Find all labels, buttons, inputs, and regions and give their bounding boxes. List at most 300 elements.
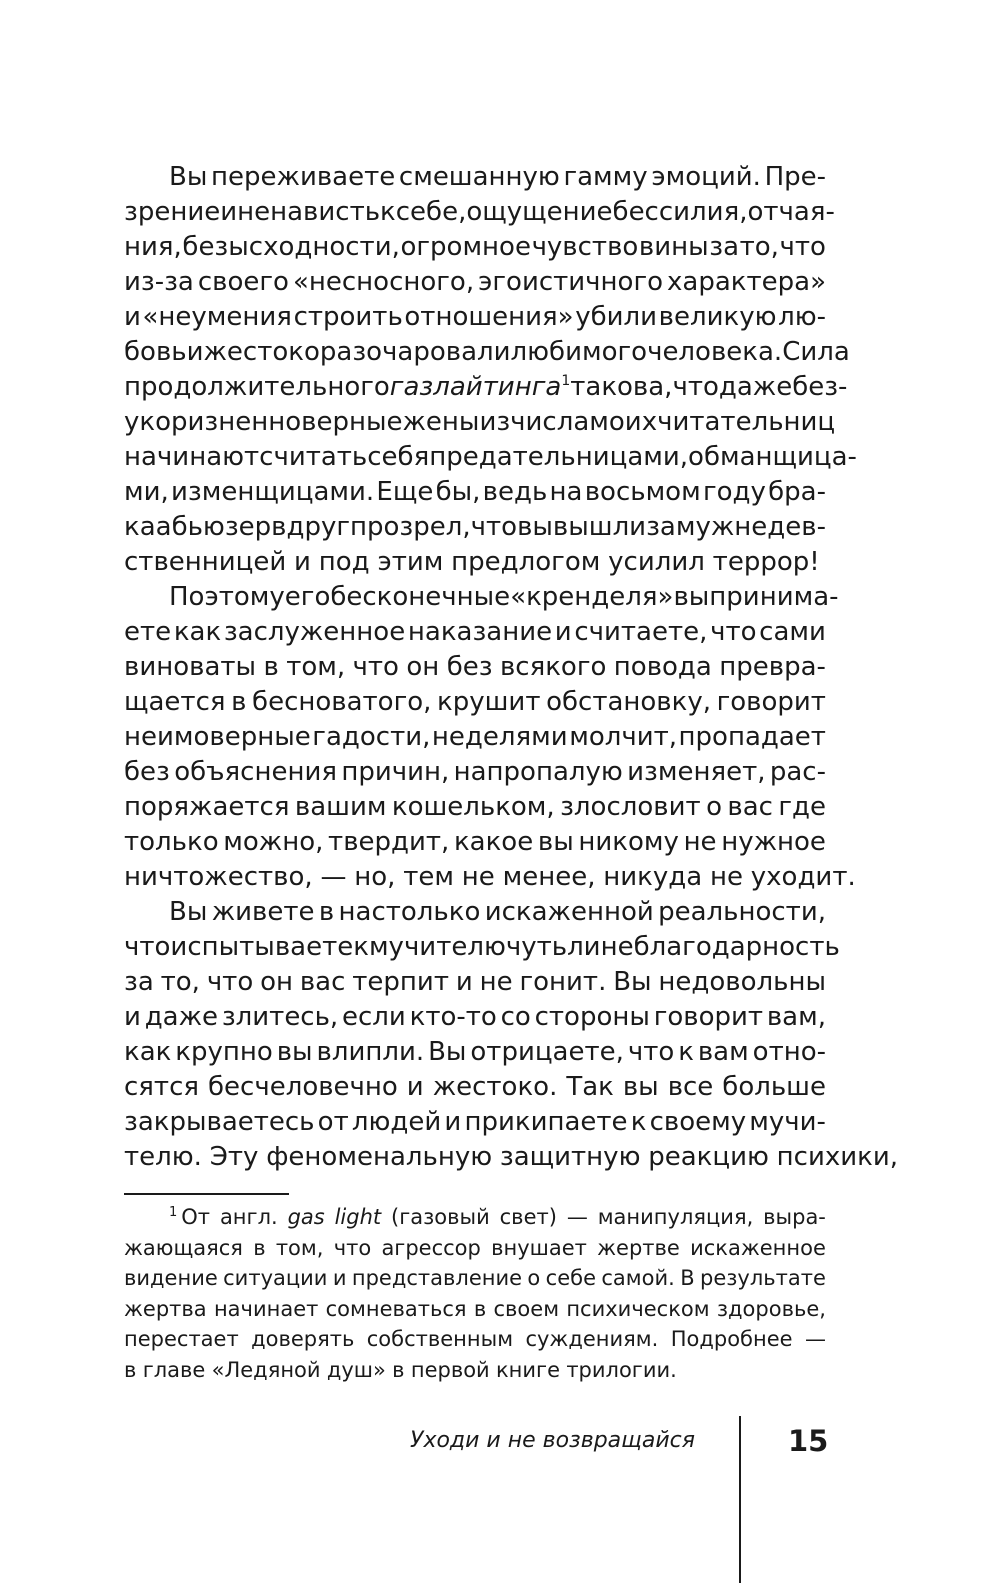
word: принима- <box>709 582 839 612</box>
footnote-line <box>124 1324 826 1355</box>
word: разочаровали <box>319 337 511 367</box>
word: из <box>479 407 511 437</box>
word: причин, <box>341 757 450 787</box>
word: что <box>627 1037 675 1067</box>
word: бесчеловечно <box>208 1072 398 1102</box>
paragraph-3-line <box>124 965 826 1000</box>
word: к <box>630 1107 647 1137</box>
word: без- <box>792 372 848 402</box>
word: к <box>678 1037 694 1067</box>
word: вы <box>276 1037 313 1067</box>
word: никуда <box>603 862 703 892</box>
word: году <box>702 477 766 507</box>
paragraph-1-line <box>124 510 826 545</box>
word: считать <box>259 442 368 472</box>
word: доверять <box>251 1327 355 1351</box>
word: все <box>667 1072 714 1102</box>
word: ведь <box>482 477 548 507</box>
word: и <box>124 302 141 332</box>
word: вдруг <box>271 512 351 542</box>
word: даже <box>144 1002 219 1032</box>
word: что <box>352 652 399 682</box>
word: повода <box>613 652 712 682</box>
word: (газовый <box>391 1205 490 1229</box>
word: книге <box>496 1357 561 1382</box>
paragraph-1-line <box>124 475 826 510</box>
footnote-separator <box>124 1193 289 1195</box>
paragraph-3-line <box>124 1140 899 1175</box>
word: недовольны <box>658 967 826 997</box>
word: и <box>406 1072 424 1102</box>
paragraph-1-line <box>124 545 826 580</box>
word: без <box>446 652 493 682</box>
word: он <box>260 967 293 997</box>
word: Еще <box>376 477 434 507</box>
word: его <box>284 582 331 612</box>
word: наказание <box>407 617 553 647</box>
word: из-за <box>124 267 194 297</box>
word: вас <box>299 967 346 997</box>
word: на <box>549 477 583 507</box>
word: мучи- <box>749 1107 826 1137</box>
word: вам, <box>766 1002 826 1032</box>
word: уходит. <box>750 862 856 892</box>
word: можно, <box>223 827 324 857</box>
word: ситуации <box>223 1266 328 1290</box>
word: душ» <box>326 1357 386 1382</box>
word: он <box>406 652 440 682</box>
word: кто-то <box>409 1002 497 1032</box>
word: что <box>124 932 171 962</box>
word: как <box>173 617 222 647</box>
word: что <box>779 232 826 262</box>
word: дев- <box>767 512 826 542</box>
paragraph-2-line <box>124 580 839 615</box>
word: и <box>444 1107 462 1137</box>
word: отчая- <box>747 197 835 227</box>
word: пропадает <box>678 722 826 752</box>
word: в <box>231 687 247 717</box>
footnote-line <box>124 1294 826 1325</box>
word: трилогии. <box>566 1357 677 1382</box>
word: вас <box>727 792 773 822</box>
word: не <box>709 862 743 892</box>
paragraph-1-line <box>124 265 826 300</box>
word: сами <box>759 617 826 647</box>
word: щается <box>124 687 226 717</box>
word: что <box>672 372 719 402</box>
word: вы <box>622 1072 659 1102</box>
paragraph-1-line <box>124 160 826 195</box>
word: бесконечные <box>330 582 511 612</box>
word: «Ледяной <box>211 1357 321 1382</box>
word: то, <box>739 232 779 262</box>
word: внушает <box>491 1235 587 1260</box>
word: ничтожество, <box>124 862 313 892</box>
word: такова, <box>570 372 673 402</box>
word: гонит. <box>519 967 607 997</box>
word: Эту <box>209 1142 259 1172</box>
word: всякого <box>499 652 607 682</box>
word: со <box>500 1002 531 1032</box>
footer-divider <box>739 1416 741 1583</box>
word: ли <box>567 932 601 962</box>
word: считаете, <box>574 617 708 647</box>
word: В <box>680 1266 695 1290</box>
word: жестоко. <box>432 1072 558 1102</box>
word: в <box>318 897 335 927</box>
word: жены <box>402 407 480 437</box>
paragraph-3-line <box>124 895 826 930</box>
word: за <box>709 232 740 262</box>
paragraph-3-line <box>124 1070 826 1105</box>
word: том, <box>275 1235 324 1260</box>
word: читательниц <box>657 407 836 437</box>
footnote-line <box>124 1202 826 1233</box>
word: Вы <box>613 967 652 997</box>
body-text <box>124 160 899 1175</box>
word: — <box>320 862 347 892</box>
word: моих <box>589 407 658 437</box>
word: террор! <box>712 547 820 577</box>
word: и <box>220 197 238 227</box>
word: строить <box>293 302 403 332</box>
word: чувство <box>531 232 639 262</box>
word: бесноватого, <box>252 687 432 717</box>
word: в <box>124 1357 137 1382</box>
paragraph-1-line <box>124 335 850 370</box>
word: психики, <box>776 1142 899 1172</box>
word: и <box>124 1002 141 1032</box>
word: смешанную <box>398 162 560 192</box>
word: без <box>124 757 170 787</box>
word: твердит, <box>328 827 450 857</box>
word: какое <box>453 827 534 857</box>
paragraph-1-line <box>124 230 826 265</box>
word: к <box>380 197 396 227</box>
italic-term: light <box>334 1205 382 1229</box>
word: реакцию <box>648 1142 769 1172</box>
paragraph-2-line <box>124 755 826 790</box>
word: и <box>332 1266 347 1290</box>
word: и <box>294 547 311 577</box>
italic-term: gas <box>287 1205 325 1229</box>
word: настолько <box>338 897 481 927</box>
word: не <box>461 862 495 892</box>
word: неимоверные <box>124 722 311 752</box>
word: в <box>473 1296 487 1321</box>
word: Сила <box>782 337 850 367</box>
word: крушит <box>437 687 541 717</box>
word: числа <box>510 407 590 437</box>
word: своего <box>197 267 289 297</box>
paragraph-3-line <box>124 1105 826 1140</box>
word: не <box>683 827 717 857</box>
word: гадости, <box>312 722 431 752</box>
word: здоровье, <box>716 1296 826 1321</box>
word: Вы <box>169 162 208 192</box>
word: зрение <box>124 197 221 227</box>
word: 1 От <box>169 1205 211 1229</box>
word: ете <box>124 617 172 647</box>
word: безысходности, <box>182 232 400 262</box>
word: что <box>710 617 757 647</box>
word: терпит <box>352 967 449 997</box>
word: ния, <box>124 232 182 262</box>
word: за <box>124 967 154 997</box>
word: благодарность <box>633 932 840 962</box>
word: Вы <box>428 1037 467 1067</box>
word: поряжается <box>124 792 290 822</box>
word: главе <box>142 1357 206 1382</box>
word: суждениям. <box>525 1327 659 1351</box>
word: о <box>706 792 722 822</box>
word: вам <box>697 1037 749 1067</box>
word: результате <box>699 1266 826 1290</box>
word: переживаете <box>211 162 396 192</box>
word: этим <box>377 547 444 577</box>
word: эмоций. <box>651 162 761 192</box>
word: прозрел, <box>350 512 471 542</box>
word: «несносного, <box>292 267 475 297</box>
paragraph-2-line <box>124 615 826 650</box>
word: злитесь, <box>221 1002 339 1032</box>
word: неделями <box>431 722 568 752</box>
word: бра- <box>768 477 826 507</box>
word: где <box>778 792 826 822</box>
word: телю. <box>124 1142 202 1172</box>
word: в <box>392 1357 405 1382</box>
word: себе <box>545 1266 596 1290</box>
word: убили <box>575 302 658 332</box>
word: лю- <box>778 302 826 332</box>
word: защитную <box>499 1142 641 1172</box>
word: абьюзер <box>155 512 272 542</box>
word: вышли <box>552 512 647 542</box>
word: — <box>804 1327 826 1351</box>
word: объяснения <box>174 757 337 787</box>
word: жестоко <box>203 337 320 367</box>
word: больше <box>722 1072 826 1102</box>
word: предлогом <box>451 547 601 577</box>
word: укоризненно <box>124 407 302 437</box>
word: видение <box>124 1266 218 1290</box>
word: злословит <box>560 792 701 822</box>
word: характера» <box>667 267 826 297</box>
word: гамму <box>563 162 648 192</box>
word: мучителю <box>368 932 506 962</box>
word: молчит, <box>569 722 678 752</box>
word: ощущение <box>466 197 613 227</box>
word: ственницей <box>124 547 287 577</box>
word: искаженной <box>484 897 654 927</box>
word: живете <box>211 897 315 927</box>
word: своем <box>493 1296 560 1321</box>
word: что <box>333 1235 372 1260</box>
word: эгоистичного <box>478 267 664 297</box>
word: отрицаете, <box>470 1037 624 1067</box>
paragraph-2-line <box>124 860 856 895</box>
word: первой <box>410 1357 490 1382</box>
word: жертве <box>597 1235 680 1260</box>
word: бовь <box>124 337 187 367</box>
word: искаженное <box>690 1235 826 1260</box>
word: в <box>263 652 279 682</box>
word: закрываетесь <box>124 1107 315 1137</box>
word: психическом <box>566 1296 710 1321</box>
word: Поэтому <box>169 582 285 612</box>
paragraph-1-line <box>124 440 857 475</box>
word: вы <box>537 827 574 857</box>
word: но, <box>354 862 396 892</box>
word: рас- <box>769 757 826 787</box>
word: верные <box>301 407 403 437</box>
word: «кренделя» <box>510 582 674 612</box>
word: и <box>554 617 572 647</box>
word: отношения» <box>404 302 574 332</box>
paragraph-3-line <box>124 1000 826 1035</box>
word: перестает <box>124 1327 239 1351</box>
word: — <box>566 1205 588 1229</box>
word: восьмом <box>584 477 701 507</box>
word: предательницами, <box>429 442 689 472</box>
word: менее, <box>502 862 596 892</box>
word: в <box>253 1235 266 1260</box>
paragraph-2-line <box>124 685 826 720</box>
word: обстановку, <box>546 687 711 717</box>
word: начинают <box>124 442 260 472</box>
word: даже <box>718 372 793 402</box>
word: не <box>479 967 513 997</box>
word: жающаяся <box>124 1235 243 1260</box>
word: под <box>318 547 370 577</box>
word: агрессор <box>381 1235 481 1260</box>
word: вины <box>638 232 709 262</box>
word: вы <box>673 582 710 612</box>
footnote-line <box>124 1355 826 1386</box>
footnote-line <box>124 1233 826 1264</box>
word: бы, <box>435 477 481 507</box>
word: вы <box>517 512 553 542</box>
word: любимого <box>510 337 648 367</box>
word: изменщицами. <box>171 477 375 507</box>
word: то, <box>160 967 200 997</box>
word: сятся <box>124 1072 200 1102</box>
paragraph-1-line <box>124 405 836 440</box>
word: бессилия, <box>612 197 748 227</box>
word: начинает <box>213 1296 319 1321</box>
word: Вы <box>169 897 208 927</box>
word: заслуженное <box>223 617 406 647</box>
word: людей <box>351 1107 442 1137</box>
word: замуж <box>646 512 735 542</box>
word: как <box>124 1037 172 1067</box>
word: реальности, <box>658 897 826 927</box>
paragraph-1-line <box>124 195 835 230</box>
word: манипуляция, <box>597 1205 754 1229</box>
word: собственным <box>366 1327 514 1351</box>
word: и <box>186 337 204 367</box>
paragraph-2-line <box>124 790 826 825</box>
word: великую <box>658 302 777 332</box>
word: отно- <box>752 1037 826 1067</box>
running-title: Уходи и не возвращайся <box>410 1428 695 1453</box>
word: кошельком, <box>391 792 555 822</box>
word: только <box>124 827 219 857</box>
word: что <box>206 967 254 997</box>
word: человека. <box>647 337 783 367</box>
paragraph-2-line <box>124 825 826 860</box>
word: к <box>353 932 369 962</box>
word: ненависть <box>237 197 381 227</box>
word: что <box>470 512 518 542</box>
word: том, <box>286 652 346 682</box>
word: самой. <box>601 1266 675 1290</box>
word: виноваты <box>124 652 257 682</box>
word: ка <box>124 512 156 542</box>
word: представление <box>351 1266 523 1290</box>
word: чуть <box>505 932 568 962</box>
paragraph-1-line <box>124 370 848 405</box>
word: англ. <box>219 1205 278 1229</box>
word: огромное <box>400 232 531 262</box>
word: стороны <box>534 1002 650 1032</box>
word: себя <box>367 442 430 472</box>
word: о <box>527 1266 541 1290</box>
footnote-line <box>124 1263 826 1294</box>
paragraph-2-line <box>124 650 826 685</box>
word: влипли. <box>316 1037 425 1067</box>
word: тем <box>403 862 454 892</box>
word: «неумения <box>142 302 292 332</box>
word: свет) <box>499 1205 557 1229</box>
paragraph-1-line <box>124 300 826 335</box>
word: продолжительного <box>124 372 390 402</box>
word: если <box>342 1002 406 1032</box>
word: сомневаться <box>325 1296 467 1321</box>
word: говорит <box>653 1002 764 1032</box>
word: Подробнее <box>670 1327 793 1351</box>
word: вашим <box>294 792 387 822</box>
word: жертва <box>124 1296 207 1321</box>
word: нужное <box>721 827 826 857</box>
word: не <box>600 932 634 962</box>
footnote-reference[interactable]: 1 <box>561 373 571 389</box>
word: обманщица- <box>688 442 857 472</box>
word: испытываете <box>170 932 354 962</box>
word: изменяет, <box>627 757 766 787</box>
word: своему <box>649 1107 747 1137</box>
word: напропалую <box>453 757 623 787</box>
paragraph-3-line <box>124 1035 826 1070</box>
word: Так <box>566 1072 614 1102</box>
paragraph-2-line <box>124 720 826 755</box>
word: говорит <box>716 687 826 717</box>
word: крупно <box>175 1037 273 1067</box>
page-number: 15 <box>788 1424 829 1458</box>
word: и <box>455 967 473 997</box>
word: Пре- <box>764 162 826 192</box>
word: усилил <box>608 547 705 577</box>
word: выра- <box>763 1205 826 1229</box>
word: феноменальную <box>266 1142 493 1172</box>
word: ми, <box>124 477 169 507</box>
word: от <box>317 1107 349 1137</box>
italic-term: газлайтинга$^1$ <box>389 372 571 402</box>
word: превра- <box>719 652 826 682</box>
word: себе, <box>395 197 467 227</box>
word: никому <box>578 827 679 857</box>
